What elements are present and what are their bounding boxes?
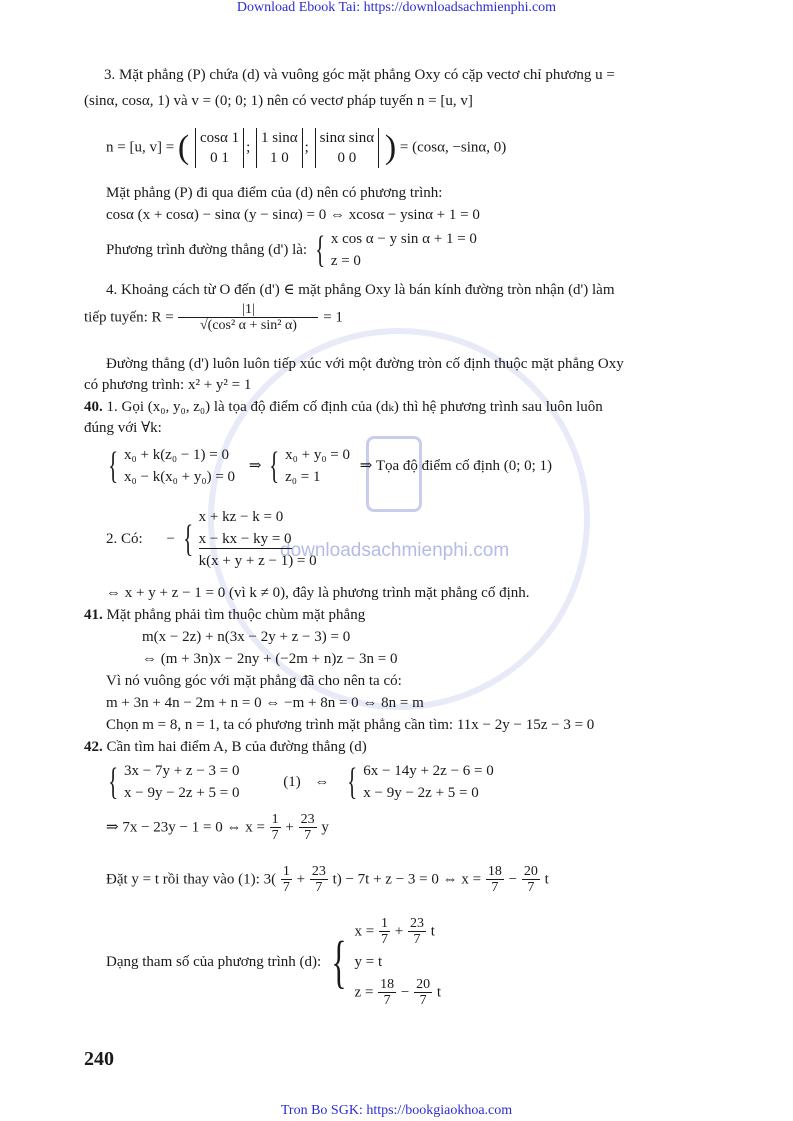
problem-42-line1: 42. Cần tìm hai điểm A, B của đường thẳng (d) xyxy=(84,739,367,755)
brace: { xyxy=(314,229,325,271)
page-number: 240 xyxy=(84,1048,114,1070)
footer-link[interactable]: Tron Bo SGK: https://bookgiaokhoa.com xyxy=(280,1103,513,1118)
n-lhs: n = [u, v] = xyxy=(106,139,175,156)
problem-42-line4: Đặt y = t rồi thay vào (1): 3( $\frac{1}{7}$ + $\frac{23}{7}$ t) − 7t + z − 3 = 0 ⇔ x = $\frac{18}{7}$ − $\frac{20}{7}$ t xyxy=(106,864,549,895)
problem-41-line3: ⇔ (m + 3n)x − 2ny + (−2m + n)z − 3n = 0 xyxy=(142,651,398,667)
problem-41-line6: Chọn m = 8, n = 1, ta có phương trình mặt phẳng cần tìm: 11x − 2y − 15z − 3 = 0 xyxy=(106,717,595,733)
item4-line3: Đường thẳng (d') luôn luôn tiếp xúc với một đường tròn cố định thuộc mặt phẳng Oxy xyxy=(106,356,624,372)
problem-40-line1: 40. 1. Gọi (x₀, y₀, z₀) là tọa độ điểm cố định của (dₖ) thì hệ phương trình sau luôn luôn xyxy=(84,399,603,415)
item3-line4: Mặt phẳng (P) đi qua điểm của (d) nên có phương trình: xyxy=(106,185,443,201)
problem-42-param: Dạng tham số của phương trình (d): { x = $\frac{1}{7}$ + $\frac{23}{7}$ t y = t z = $\frac{18}{7}$ − $\frac{20}{7}$ t xyxy=(106,916,442,1008)
header-link[interactable]: Download Ebook Tai: https://downloadsachmienphi.com xyxy=(236,0,557,15)
problem-42-line3: ⇒ 7x − 23y − 1 = 0 ⇔ x = $\frac{1}{7}$ + $\frac{23}{7}$ y xyxy=(106,812,329,843)
problem-41-line2: m(x − 2z) + n(3x − 2y + z − 3) = 0 xyxy=(142,629,351,645)
problem-40-conclusion: ⇔ x + y + z − 1 = 0 (vì k ≠ 0), đây là phương trình mặt phẳng cố định. xyxy=(106,585,530,601)
det-1: cosα 1 0 1 xyxy=(195,128,244,168)
problem-41-line1: 41. Mặt phẳng phải tìm thuộc chùm mặt phẳng xyxy=(84,607,366,623)
problem-41-line5: m + 3n + 4n − 2m + n = 0 ⇔ −m + 8n = 0 ⇔ 8n = m xyxy=(106,695,424,711)
item4-line1: 4. Khoảng cách từ O đến (d') ∈ mặt phẳng Oxy là bán kính đường tròn nhận (d') làm xyxy=(106,282,615,298)
det-3: sinα sinα 0 0 xyxy=(315,128,379,168)
det-2: 1 sinα 1 0 xyxy=(256,128,303,168)
item4-line4: có phương trình: x² + y² = 1 xyxy=(84,377,252,393)
normal-vector-computation: n = [u, v] = ( cosα 1 0 1 ; 1 sinα 1 0 ; sinα sinα 0 0 ) = (cosα, −sinα, 0) xyxy=(106,129,507,166)
system-d-prime: x cos α − y sin α + 1 = 0 z = 0 xyxy=(330,231,477,269)
item3-line5: cosα (x + cosα) − sinα (y − sinα) = 0 ⇔ xcosα − ysinα + 1 = 0 xyxy=(106,207,480,223)
item3-line6: Phương trình đường thẳng (d') là: { x cos α − y sin α + 1 = 0 z = 0 xyxy=(106,229,477,271)
problem-40-systems: { x₀ + k(z₀ − 1) = 0 x₀ − k(x₀ + y₀) = 0 ⇒ { x₀ + y₀ = 0 z₀ = 1 ⇒ Tọa độ điểm cố định (0; 0; 1) xyxy=(108,445,553,487)
n-rhs: = (cosα, −sinα, 0) xyxy=(399,139,507,156)
item4-line2: tiếp tuyến: R = $\frac{|1|}{\text{√(cos² α + sin² α)}}$ = 1 xyxy=(84,302,343,333)
problem-41-line4: Vì nó vuông góc với mặt phẳng đã cho nên ta có: xyxy=(106,673,402,689)
item3-line1: 3. Mặt phẳng (P) chứa (d) và vuông góc mặt phẳng Oxy có cặp vectơ chỉ phương u = xyxy=(104,67,615,83)
watermark-text: downloadsachmienphi.com xyxy=(280,540,510,561)
item3-line2: (sinα, cosα, 1) và v = (0; 0; 1) nên có vectơ pháp tuyến n = [u, v] xyxy=(84,93,473,109)
problem-42-systems: { 3x − 7y + z − 3 = 0 x − 9y − 2z + 5 = 0 (1) ⇔ { 6x − 14y + 2z − 6 = 0 x − 9y − 2z + 5 = 0 xyxy=(108,761,494,803)
problem-40-line2: đúng với ∀k: xyxy=(84,420,162,436)
problem-40-part2: 2. Có: − { x + kz − k = 0 x − kx − ky = 0 k(x + y + z − 1) = 0 xyxy=(106,509,317,569)
